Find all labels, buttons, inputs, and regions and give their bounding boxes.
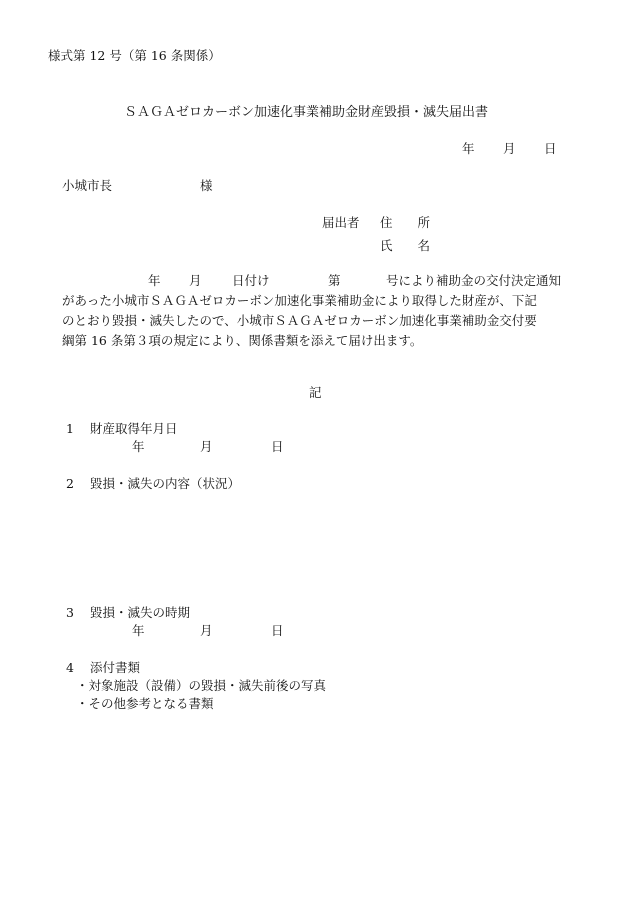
- item-3-year-label: 年: [132, 623, 145, 638]
- item-2-label: 毀損・滅失の内容（状況）: [90, 476, 241, 491]
- attachment-other-documents: ・その他参考となる書類: [76, 696, 214, 711]
- item-1-day-label: 日: [271, 439, 284, 454]
- item-1-number: 1: [66, 421, 74, 436]
- notifier-address-label: 住 所: [380, 215, 431, 230]
- item-4-label: 添付書類: [90, 660, 141, 675]
- notifier-label: 届出者: [322, 215, 360, 230]
- item-3-number: 3: [66, 605, 74, 620]
- body-line4: 綱第 16 条第３項の規定により、関係書類を添えて届け出ます。: [62, 333, 423, 348]
- form-number: 様式第 12 号（第 16 条関係）: [48, 48, 221, 63]
- body-line1-rest: 号により補助金の交付決定通知: [386, 273, 562, 288]
- notifier-name-label: 氏 名: [380, 238, 431, 253]
- ki-heading: 記: [309, 385, 322, 400]
- body-year-label: 年: [148, 273, 161, 288]
- date-year-label: 年: [462, 141, 475, 156]
- attachment-photos: ・対象施設（設備）の毀損・滅失前後の写真: [76, 678, 327, 693]
- body-month-label: 月: [189, 273, 202, 288]
- item-2-number: 2: [66, 476, 74, 491]
- item-1-year-label: 年: [132, 439, 145, 454]
- body-dated-label: 日付け: [232, 273, 270, 288]
- addressee-name: 小城市長: [62, 178, 113, 193]
- item-3-month-label: 月: [200, 623, 213, 638]
- item-1-label: 財産取得年月日: [90, 421, 178, 436]
- body-line3: のとおり毀損・滅失したので、小城市ＳＡＧＡゼロカーボン加速化事業補助金交付要: [62, 313, 537, 328]
- body-number-prefix: 第: [328, 273, 341, 288]
- date-day-label: 日: [544, 141, 557, 156]
- item-3-label: 毀損・滅失の時期: [90, 605, 191, 620]
- item-4-number: 4: [66, 660, 74, 675]
- addressee-honorific: 様: [200, 178, 213, 193]
- date-month-label: 月: [503, 141, 516, 156]
- document-title: ＳＡＧＡゼロカーボン加速化事業補助金財産毀損・滅失届出書: [124, 105, 489, 120]
- item-3-day-label: 日: [271, 623, 284, 638]
- item-1-month-label: 月: [200, 439, 213, 454]
- body-line2: があった小城市ＳＡＧＡゼロカーボン加速化事業補助金により取得した財産が、下記: [62, 293, 537, 308]
